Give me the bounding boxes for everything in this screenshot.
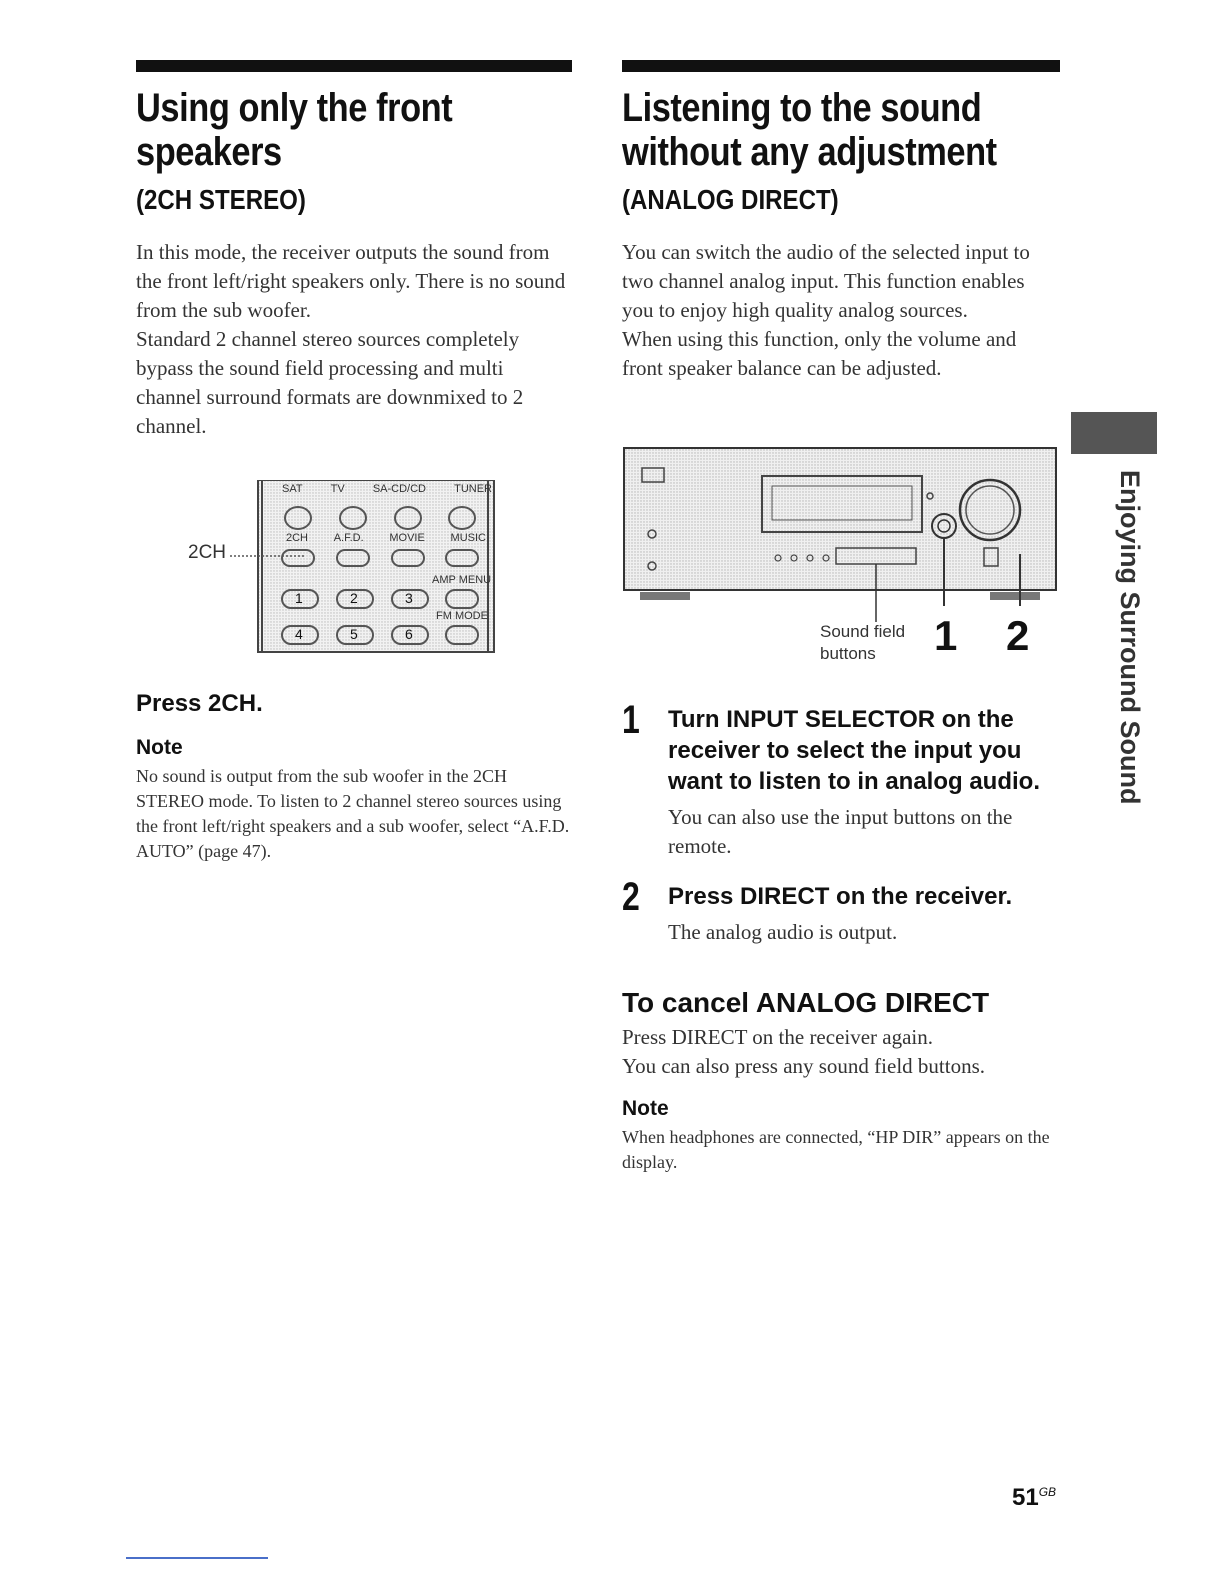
- step-number: 1: [622, 698, 640, 742]
- remote-label-2ch: 2CH: [286, 532, 309, 544]
- section-title-line1: Using only the front: [136, 86, 453, 130]
- remote-label-tuner: TUNER: [454, 483, 492, 495]
- bottom-rule: [126, 1557, 268, 1559]
- page-suffix: GB: [1038, 1485, 1057, 1499]
- step-text: You can also use the input buttons on the remote.: [668, 805, 1013, 858]
- remote-key-1: 1: [295, 590, 303, 606]
- section-rule: [622, 60, 1060, 72]
- remote-label-music: MUSIC: [450, 532, 486, 544]
- remote-key-3: 3: [405, 590, 413, 606]
- cancel-heading: To cancel ANALOG DIRECT: [622, 987, 990, 1018]
- note-heading: Note: [136, 736, 183, 759]
- remote-key-5: 5: [350, 626, 358, 642]
- section-subtitle: (ANALOG DIRECT): [622, 184, 839, 215]
- remote-label-sacd: SA-CD/CD: [372, 483, 426, 495]
- press-2ch-instruction: Press 2CH.: [136, 690, 263, 717]
- intro-paragraph-2: When using this function, only the volume and front speaker balance can be adjusted.: [622, 327, 1017, 380]
- remote-label-movie: MOVIE: [389, 532, 425, 544]
- remote-label-tv: TV: [330, 483, 345, 495]
- label-sound-field: Sound field: [820, 622, 906, 641]
- section-tab-marker: [1071, 412, 1157, 454]
- page-number-value: 51: [1012, 1484, 1039, 1511]
- step-title: Turn INPUT SELECTOR on the receiver to select the input you want to listen to in analog audio.: [668, 706, 1040, 795]
- section-rule: [136, 60, 572, 72]
- callout-1: 1: [934, 612, 958, 659]
- note-text: No sound is output from the sub woofer in the 2CH STEREO mode. To listen to 2 channel stereo sources using the front left/right speakers and a sub woofer, select “A.F.D. AUTO” (page 47).: [136, 766, 570, 861]
- section-subtitle: (2CH STEREO): [136, 184, 306, 215]
- step-1: [622, 698, 1060, 861]
- remote-key-2: 2: [350, 590, 358, 606]
- note-text: When headphones are connected, “HP DIR” appears on the display.: [622, 1127, 1050, 1172]
- callout-2: 2: [1006, 612, 1030, 659]
- side-section-label: Enjoying Surround Sound: [1115, 470, 1145, 805]
- note-heading: Note: [622, 1097, 669, 1120]
- right-column: [622, 60, 1060, 383]
- section-title-line2: without any adjustment: [622, 130, 997, 174]
- intro-paragraph-2: Standard 2 channel stereo sources completely bypass the sound field processing and multi channel surround formats are downmixed to 2 channel.: [136, 327, 524, 438]
- step-2: [622, 875, 1060, 947]
- remote-key-4: 4: [295, 626, 303, 642]
- section-title-line1: Listening to the sound: [622, 86, 982, 130]
- section-title-line2: speakers: [136, 130, 282, 174]
- remote-illustration: [186, 480, 496, 655]
- remote-label-afd: A.F.D.: [333, 532, 364, 544]
- step-title: Press DIRECT on the receiver.: [668, 883, 1013, 910]
- remote-key-6: 6: [405, 626, 413, 642]
- intro-paragraph: You can switch the audio of the selected input to two channel analog input. This function enables you to enjoy high quality analog sources.: [622, 240, 1030, 322]
- remote-callout-2ch: 2CH: [188, 542, 227, 563]
- cancel-line-1: Press DIRECT on the receiver again.: [622, 1025, 934, 1049]
- step-text: The analog audio is output.: [668, 920, 898, 944]
- intro-paragraph: In this mode, the receiver outputs the sound from the front left/right speakers only. There is no sound from the sub woofer.: [136, 240, 566, 322]
- remote-label-fm-mode: FM MODE: [436, 610, 488, 622]
- step-number: 2: [622, 875, 640, 919]
- left-column: [136, 60, 572, 441]
- remote-label-sat: SAT: [282, 483, 303, 495]
- page-number: [1012, 1484, 1056, 1512]
- label-buttons: buttons: [820, 644, 876, 663]
- receiver-illustration: [622, 446, 1058, 666]
- cancel-line-2: You can also press any sound field buttons.: [622, 1054, 986, 1078]
- remote-label-amp-menu: AMP MENU: [432, 574, 492, 586]
